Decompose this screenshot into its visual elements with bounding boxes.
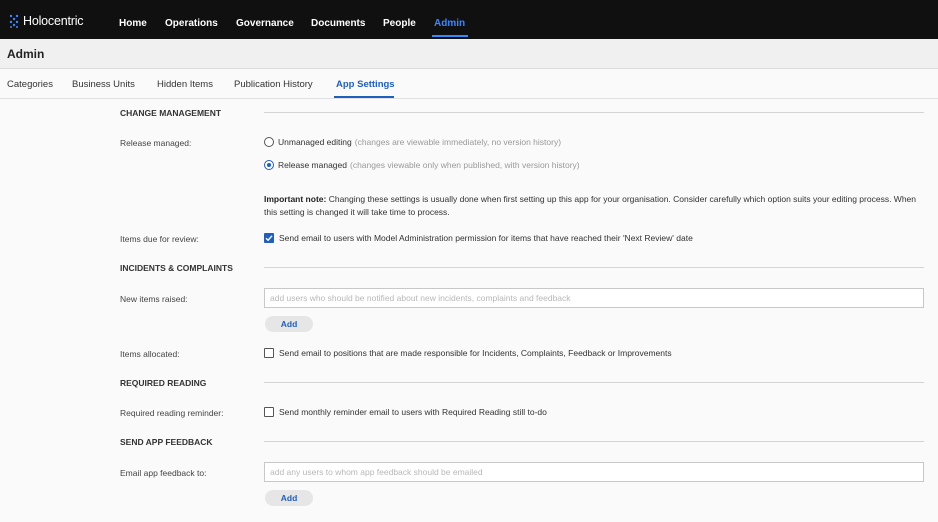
nav-governance[interactable]: Governance xyxy=(236,18,294,29)
radio-label: Release managed xyxy=(278,160,347,170)
app-name: Holocentric xyxy=(23,14,84,28)
new-items-users-input[interactable] xyxy=(264,288,924,308)
tab-app-settings[interactable]: App Settings xyxy=(336,79,395,90)
review-email-checkbox-row[interactable] xyxy=(264,233,693,243)
reminder-email-checkbox-row[interactable] xyxy=(264,407,547,417)
radio-hint: (changes viewable only when published, with version history) xyxy=(350,160,580,170)
checkmark-icon xyxy=(265,234,273,242)
checkbox-checked[interactable] xyxy=(264,233,274,243)
section-divider xyxy=(264,267,924,268)
radio-label: Unmanaged editing xyxy=(278,137,352,147)
new-items-raised-label: New items raised: xyxy=(120,294,188,304)
checkbox-label: Send email to users with Model Administration permission for items that have reached their 'Next Review' date xyxy=(279,233,693,243)
radio-hint: (changes are viewable immediately, no version history) xyxy=(354,137,562,147)
checkbox-label: Send monthly reminder email to users with Required Reading still to-do xyxy=(279,407,547,417)
page-title: Admin xyxy=(7,47,45,61)
top-nav-bar xyxy=(0,0,938,39)
page-header xyxy=(0,39,938,69)
holocentric-logo-icon xyxy=(9,14,19,28)
section-divider xyxy=(264,382,924,383)
radio-button[interactable] xyxy=(264,137,274,147)
section-title-required-reading: REQUIRED READING xyxy=(120,378,207,388)
note-heading: Important note: xyxy=(264,194,327,204)
app-logo[interactable] xyxy=(9,14,83,28)
checkbox-unchecked[interactable] xyxy=(264,407,274,417)
checkbox-label: Send email to positions that are made responsible for Incidents, Complaints, Feedback or Improvements xyxy=(279,348,672,358)
radio-release-managed[interactable] xyxy=(264,160,580,170)
items-allocated-label: Items allocated: xyxy=(120,349,180,359)
nav-admin[interactable]: Admin xyxy=(434,18,466,29)
important-note xyxy=(264,193,924,219)
section-divider xyxy=(264,441,924,442)
tab-hidden-items[interactable]: Hidden Items xyxy=(157,79,213,90)
add-new-items-user-button[interactable]: Add xyxy=(265,316,313,332)
tab-publication-history[interactable]: Publication History xyxy=(234,79,313,90)
nav-home[interactable]: Home xyxy=(119,18,147,29)
nav-active-indicator xyxy=(432,35,468,37)
checkbox-unchecked[interactable] xyxy=(264,348,274,358)
add-feedback-user-button[interactable]: Add xyxy=(265,490,313,506)
nav-documents[interactable]: Documents xyxy=(311,18,366,29)
section-title-app-feedback: SEND APP FEEDBACK xyxy=(120,437,213,447)
tab-categories[interactable]: Categories xyxy=(7,79,53,90)
section-divider xyxy=(264,112,924,113)
nav-operations[interactable]: Operations xyxy=(165,18,218,29)
feedback-users-input[interactable] xyxy=(264,462,924,482)
release-managed-label: Release managed: xyxy=(120,138,192,148)
items-due-review-label: Items due for review: xyxy=(120,234,199,244)
email-feedback-label: Email app feedback to: xyxy=(120,468,207,478)
allocated-email-checkbox-row[interactable] xyxy=(264,348,672,358)
note-text: Changing these settings is usually done when first setting up this app for your organisation. Consider carefully which option suits your editing process. When this setting is changed it will take time to process. xyxy=(264,194,916,217)
radio-unmanaged-editing[interactable] xyxy=(264,137,561,147)
tab-business-units[interactable]: Business Units xyxy=(72,79,135,90)
admin-tabs xyxy=(0,69,938,99)
section-title-incidents: INCIDENTS & COMPLAINTS xyxy=(120,263,233,273)
radio-button-selected[interactable] xyxy=(264,160,274,170)
required-reading-reminder-label: Required reading reminder: xyxy=(120,408,224,418)
section-title-change-management: CHANGE MANAGEMENT xyxy=(120,108,222,118)
nav-people[interactable]: People xyxy=(383,18,416,29)
tab-active-indicator xyxy=(334,96,394,98)
